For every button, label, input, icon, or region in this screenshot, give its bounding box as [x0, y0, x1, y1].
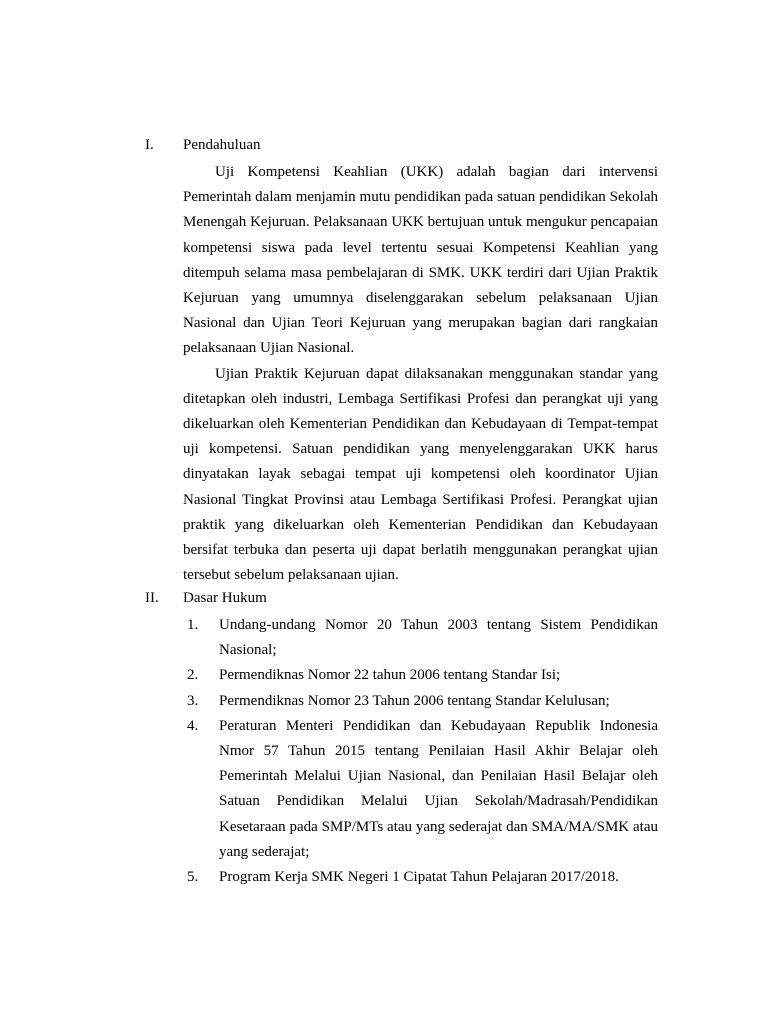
list-text: Undang-undang Nomor 20 Tahun 2003 tentang Sistem Pendidikan Nasional; [219, 617, 658, 659]
list-text: Program Kerja SMK Negeri 1 Cipatat Tahun Pelajaran 2017/2018. [219, 869, 619, 886]
section-number: II. [145, 590, 159, 606]
list-item [183, 689, 658, 714]
section-title: Dasar Hukum [183, 590, 267, 606]
list-text: Peraturan Menteri Pendidikan dan Kebudayaan Republik Indonesia Nmor 57 Tahun 2015 tentang Penilaian Hasil Akhir Belajar oleh Pemerintah Melalui Ujian Nasional, dan Penilaian Hasil Belajar oleh Satuan Pendidikan Melalui Ujian Sekolah/Madrasah/Pendidikan Kesetaraan pada SMP/MTs atau yang sederajat dan SMA/MA/SMK atau yang sederajat; [219, 717, 658, 860]
list-text: Permendiknas Nomor 22 tahun 2006 tentang Standar Isi; [219, 667, 561, 684]
section-title: Pendahuluan [183, 137, 261, 153]
section-number: I. [145, 137, 154, 153]
list-item [183, 865, 658, 890]
section-body-pendahuluan [183, 160, 658, 588]
paragraph-ujian-praktik: Ujian Praktik Kejuruan dapat dilaksanakan menggunakan standar yang ditetapkan oleh industri, Lembaga Sertifikasi Profesi dan perangkat uji yang dikeluarkan oleh Kementerian Pendidikan dan Kebudayaan di Tempat-tempat uji kompetensi. Satuan pendidikan yang menyelenggarakan UKK harus dinyatakan layak sebagai tempat uji kompetensi oleh koordinator Ujian Nasional Tingkat Provinsi atau Lembaga Sertifikasi Profesi. Perangkat ujian praktik yang dikeluarkan oleh Kementerian Pendidikan dan Kebudayaan bersifat terbuka dan peserta uji dapat berlatih menggunakan perangkat ujian tersebut sebelum pelaksanaan ujian. [183, 365, 658, 584]
list-number: 5. [187, 869, 199, 886]
legal-basis-list [183, 613, 658, 890]
list-item [183, 613, 658, 663]
list-number: 3. [187, 692, 199, 709]
list-item [183, 714, 658, 865]
list-number: 4. [187, 717, 199, 734]
list-number: 1. [187, 617, 199, 633]
list-number: 2. [187, 667, 199, 684]
paragraph-ukk-intro: Uji Kompetensi Keahlian (UKK) adalah bagian dari intervensi Pemerintah dalam menjamin mutu pendidikan pada satuan pendidikan Sekolah Menengah Kejuruan. Pelaksanaan UKK bertujuan untuk mengukur pencapaian kompetensi siswa pada level tertentu sesuai Kompetensi Keahlian yang ditempuh selama masa pembelajaran di SMK. UKK terdiri dari Ujian Praktik Kejuruan yang umumnya diselenggarakan sebelum pelaksanaan Ujian Nasional dan Ujian Teori Kejuruan yang merupakan bagian dari rangkaian pelaksanaan Ujian Nasional. [183, 164, 658, 357]
list-text: Permendiknas Nomor 23 Tahun 2006 tentang Standar Kelulusan; [219, 692, 610, 709]
list-item [183, 663, 658, 688]
